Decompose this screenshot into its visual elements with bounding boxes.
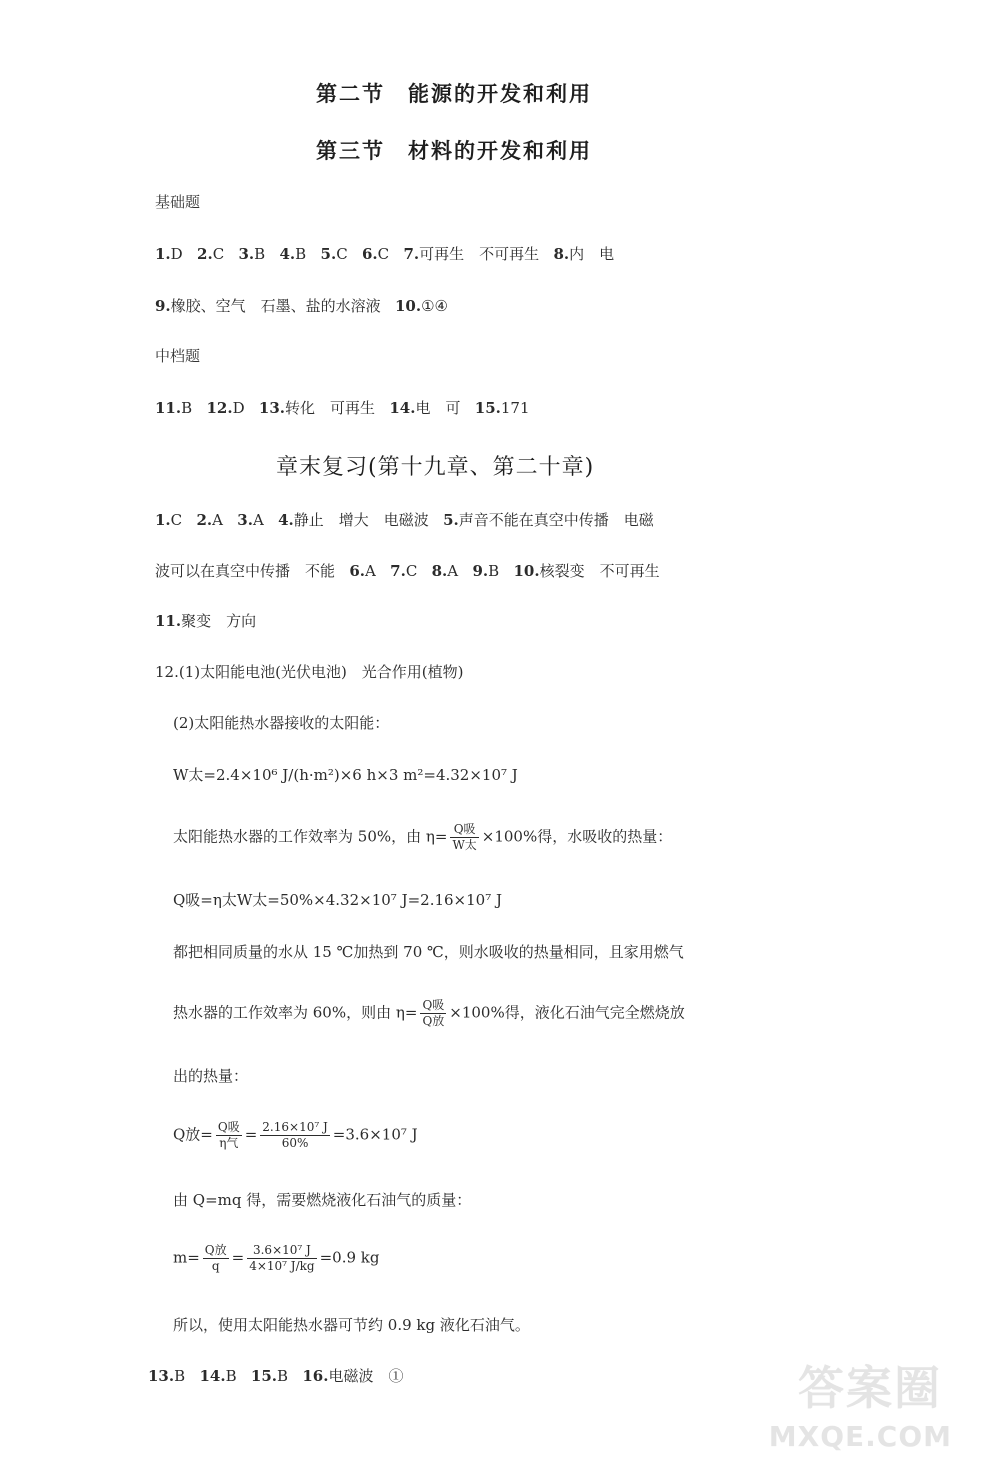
answer-item: 11.B <box>155 399 193 417</box>
answer-item: 3.B <box>238 245 266 263</box>
answer-item: 4.静止 增大 电磁波 <box>278 511 429 529</box>
answer-line <box>155 509 654 530</box>
equation-4: m= $\frac{\text{Q放}}{q}$ = $\frac{\text{3.6×10⁷ J}}{\text{4×10⁷ J/kg}}$ =0.9 kg <box>173 1243 380 1273</box>
fraction: $\frac{\text{3.6×10⁷ J}}{\text{4×10⁷ J/kg}}$ <box>249 1243 315 1273</box>
section-title-2: 第二节 能源的开发和利用 <box>316 82 592 106</box>
answer-item: 15.171 <box>474 399 530 417</box>
answer-item: 8.A <box>431 562 459 580</box>
answer-line <box>155 295 448 316</box>
equation-1: W太=2.4×10⁶ J/(h·m²)×6 h×3 m²=4.32×10⁷ J <box>173 766 518 784</box>
watermark-logo-text: 答案圈 <box>798 1361 942 1415</box>
answer-item: 1.C <box>155 511 183 529</box>
answer-item: 5.C <box>320 245 348 263</box>
answer-item: 4.B <box>279 245 307 263</box>
answer-item: 9.橡胶、空气 石墨、盐的水溶液 <box>155 297 381 315</box>
site-watermark <box>712 1353 982 1463</box>
fraction: $\frac{\text{Q吸}}{\text{W太}}$ <box>452 822 477 852</box>
fraction: $\frac{\text{Q放}}{q}$ <box>204 1243 227 1273</box>
watermark-url: MXQE.COM <box>768 1420 952 1453</box>
answer-item: 13.B <box>148 1367 186 1385</box>
answer-line <box>155 243 614 264</box>
answer-item: 15.B <box>250 1367 289 1385</box>
answer-item: 12.D <box>206 399 245 417</box>
review-title: 章末复习(第十九章、第二十章) <box>276 455 595 480</box>
answer-item: 10.①④ <box>395 297 449 315</box>
equation-3: Q放= $\frac{\text{Q吸}}{\text{η气}}$ = $\frac{\text{2.16×10⁷ J}}{60\%}$ =3.6×10⁷ J <box>173 1120 418 1150</box>
answer-item: 3.A <box>237 511 264 529</box>
answer-item: 2.C <box>197 245 225 263</box>
answer-item: 10.核裂变 不可再生 <box>513 562 660 580</box>
paragraph-mass: 由 Q=mq 得，需要燃烧液化石油气的质量： <box>173 1191 472 1209</box>
answer-line <box>155 397 530 418</box>
section-title-3: 第三节 材料的开发和利用 <box>316 139 592 163</box>
fraction: $\frac{\text{Q吸}}{\text{η气}}$ <box>217 1120 240 1150</box>
answer-item: 6.C <box>361 245 390 263</box>
q12-part1: 12.(1)太阳能电池(光伏电池) 光合作用(植物) <box>155 663 464 681</box>
paragraph-heat-release: 出的热量： <box>173 1067 249 1085</box>
paragraph-heating: 都把相同质量的水从 15 ℃加热到 70 ℃，则水吸收的热量相同，且家用燃气 <box>173 943 684 961</box>
answer-item: 5.声音不能在真空中传播 电磁 <box>443 511 654 529</box>
answer-item: 13.转化 可再生 <box>258 399 376 417</box>
answer-item: 8.内 电 <box>553 245 615 263</box>
paragraph-conclusion: 所以，使用太阳能热水器可节约 0.9 kg 液化石油气。 <box>173 1316 530 1334</box>
answer-line <box>155 560 660 581</box>
q12-part2: (2)太阳能热水器接收的太阳能： <box>173 714 390 732</box>
answer-item: 7.可再生 不可再生 <box>403 245 540 263</box>
paragraph-gas-heater: 热水器的工作效率为 60%，则由 η= $\frac{\text{Q吸}}{\text{Q放}}$ ×100%得，液化石油气完全燃烧放 <box>173 998 685 1028</box>
answer-item: 11.聚变 方向 <box>155 612 257 630</box>
answer-line <box>148 1365 403 1386</box>
paragraph-efficiency: 太阳能热水器的工作效率为 50%，由 η= $\frac{\text{Q吸}}{\text{W太}}$ ×100%得，水吸收的热量： <box>173 822 673 852</box>
equation-2: Q吸=η太W太=50%×4.32×10⁷ J=2.16×10⁷ J <box>173 891 503 909</box>
answer-item: 7.C <box>390 562 418 580</box>
answer-item: 14.电 可 <box>389 399 461 417</box>
subhead-basic: 基础题 <box>155 193 201 211</box>
answer-item: 2.A <box>196 511 223 529</box>
answer-item: 16.电磁波 ① <box>302 1367 404 1385</box>
answer-line <box>155 610 256 631</box>
answer-continuation: 波可以在真空中传播 不能 <box>155 562 336 580</box>
fraction: $\frac{\text{Q吸}}{\text{Q放}}$ <box>422 998 445 1028</box>
subhead-mid: 中档题 <box>155 347 201 365</box>
answer-item: 9.B <box>472 562 500 580</box>
answer-item: 6.A <box>349 562 376 580</box>
answer-item: 14.B <box>199 1367 237 1385</box>
fraction: $\frac{\text{2.16×10⁷ J}}{60\%}$ <box>262 1120 328 1150</box>
answer-item: 1.D <box>155 245 183 263</box>
